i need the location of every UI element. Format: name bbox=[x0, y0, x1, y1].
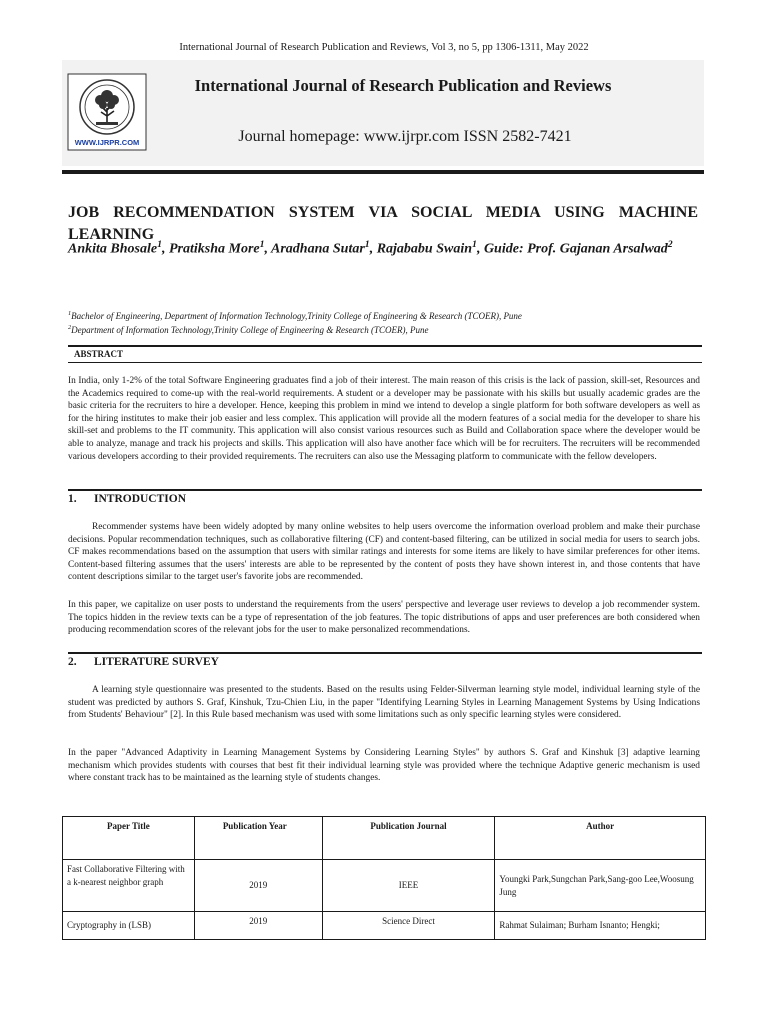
affiliation: $^1$Bachelor of Engineering, Department of Information Technology,Trinity College of Engineering & Research (TCOER), Pune bbox=[68, 310, 522, 321]
table-cell: Rahmat Sulaiman; Burham Isnanto; Hengki; bbox=[495, 912, 706, 940]
author-list: Ankita Bhosale$^1$, Pratiksha More$^1$, Aradhana Sutar$^1$, Rajababu Swain$^1$, Guide: Prof. Gajanan Arsalwad$^2$ bbox=[68, 239, 673, 257]
divider bbox=[68, 362, 702, 363]
table-cell: 2019 bbox=[194, 860, 322, 912]
divider bbox=[68, 345, 702, 347]
running-header: International Journal of Research Publication and Reviews, Vol 3, no 5, pp 1306-1311, May 2022 bbox=[179, 42, 589, 53]
table-cell: 2019 bbox=[194, 912, 322, 940]
paragraph: In this paper, we capitalize on user posts to understand the requirements from the users' perspective and leverage user reviews to develop a job recommender system. The topics hidden in the review texts can be a type of representation of the job features. The topic distributions of apps and user preferences are both considered when producing recommendation scores of the relevant jobs for the user to make personalized recommendations. bbox=[68, 600, 700, 636]
journal-homepage: Journal homepage: www.ijrpr.com ISSN 2582-7421 bbox=[238, 128, 572, 145]
author: Aradhana Sutar bbox=[271, 241, 365, 257]
author: Pratiksha More bbox=[169, 241, 260, 257]
table-row bbox=[63, 860, 706, 912]
divider bbox=[68, 489, 702, 491]
table-cell: Youngki Park,Sungchan Park,Sang-goo Lee,Woosung Jung bbox=[495, 860, 706, 912]
author: Rajababu Swain bbox=[376, 241, 473, 257]
section-heading: 1. INTRODUCTION bbox=[68, 493, 187, 505]
column-header: Publication Journal bbox=[322, 817, 495, 860]
table-cell: Fast Collaborative Filtering with a k-nearest neighbor graph bbox=[63, 860, 195, 912]
paragraph: Recommender systems have been widely adopted by many online websites to help users overcome the information overload problem and make their purchase decisions. Popular recommendation techniques, such as collaborative filtering (CF) and content-based filtering, can be utilized in social media for users to search jobs. CF makes recommendations based on the assumption that users with similar ratings and interests for some items are likely to have similar preferences for other items. Content-based filtering assumes that the users' interests are able to be represented by the content of posts they have shown interest in, and those contents that have content descriptions similar to the target user's favorite jobs are recommended. bbox=[68, 522, 700, 583]
table-cell: Science Direct bbox=[322, 912, 495, 940]
divider bbox=[68, 652, 702, 654]
journal-header bbox=[62, 60, 704, 166]
table-cell: Cryptography in (LSB) bbox=[63, 912, 195, 940]
affiliation: $^2$Department of Information Technology,Trinity College of Engineering & Research (TCOER), Pune bbox=[68, 324, 429, 335]
literature-table bbox=[62, 816, 706, 940]
header-rule bbox=[62, 170, 704, 174]
column-header: Author bbox=[495, 817, 706, 860]
table-row bbox=[63, 912, 706, 940]
column-header: Paper Title bbox=[63, 817, 195, 860]
table-header-row bbox=[63, 817, 706, 860]
author: Ankita Bhosale bbox=[68, 241, 158, 257]
paragraph: A learning style questionnaire was presented to the students. Based on the results using Felder-Silverman learning style model, individual learning style of the student was predicted by authors S. Graf, Kinshuk, Tzu-Chien Liu, in the paper "Identifying Learning Styles in Learning Management Systems by Using Indications from Students' Behaviour" [2]. In this Rule based mechanism was used with some limitations such as only specific learning styles were considered. bbox=[68, 685, 700, 721]
abstract-text: In India, only 1-2% of the total Software Engineering graduates find a job of their interest. The main reason of this crisis is the lack of passion, skill-set, Resources and the Academics required to come-up with the real-world requirements. A student or a developer may be passionate with his skills but usually academic grades are the basic criteria for the recruiters to hire a developer. Hence, keeping this problem in mind we intend to develop a single platform for both software developers as well as for the hiring institutes to make their job easier and less complex. This application will provide all the modern features of a social media for the developer to share his skill-set and problems to the IT community. This application will also consist various resources such as Build and Collaboration space where the developer would be able to analyze, manage and track his projects and skills. This application will also have another face which will be for recruiters. The recruiters will be recommended various developers according to their provided requirements. The recruiters can also use the Messaging platform to communicate with the fellow developers. bbox=[68, 376, 700, 462]
affiliations bbox=[68, 308, 698, 336]
paragraph: In the paper "Advanced Adaptivity in Learning Management Systems by Considering Learning Styles" by authors S. Graf and Kinshuk [3] adaptive learning mechanism which provides students with courses that best fit their individual learning style was provided where the technique Adaptive generic mechanism is used where constant track has to be maintained as the learning style of students changes. bbox=[68, 748, 700, 784]
table-cell: IEEE bbox=[322, 860, 495, 912]
abstract-heading: ABSTRACT bbox=[74, 349, 124, 359]
section-heading: 2. LITERATURE SURVEY bbox=[68, 656, 219, 668]
journal-title: International Journal of Research Publication and Reviews bbox=[194, 76, 612, 95]
column-header: Publication Year bbox=[194, 817, 322, 860]
paper-title: JOB RECOMMENDATION SYSTEM VIA SOCIAL MEDIA USING MACHINE LEARNING bbox=[68, 204, 698, 243]
logo-text: WWW.IJRPR.COM bbox=[74, 138, 140, 147]
author: Guide: Prof. Gajanan Arsalwad bbox=[483, 241, 668, 257]
